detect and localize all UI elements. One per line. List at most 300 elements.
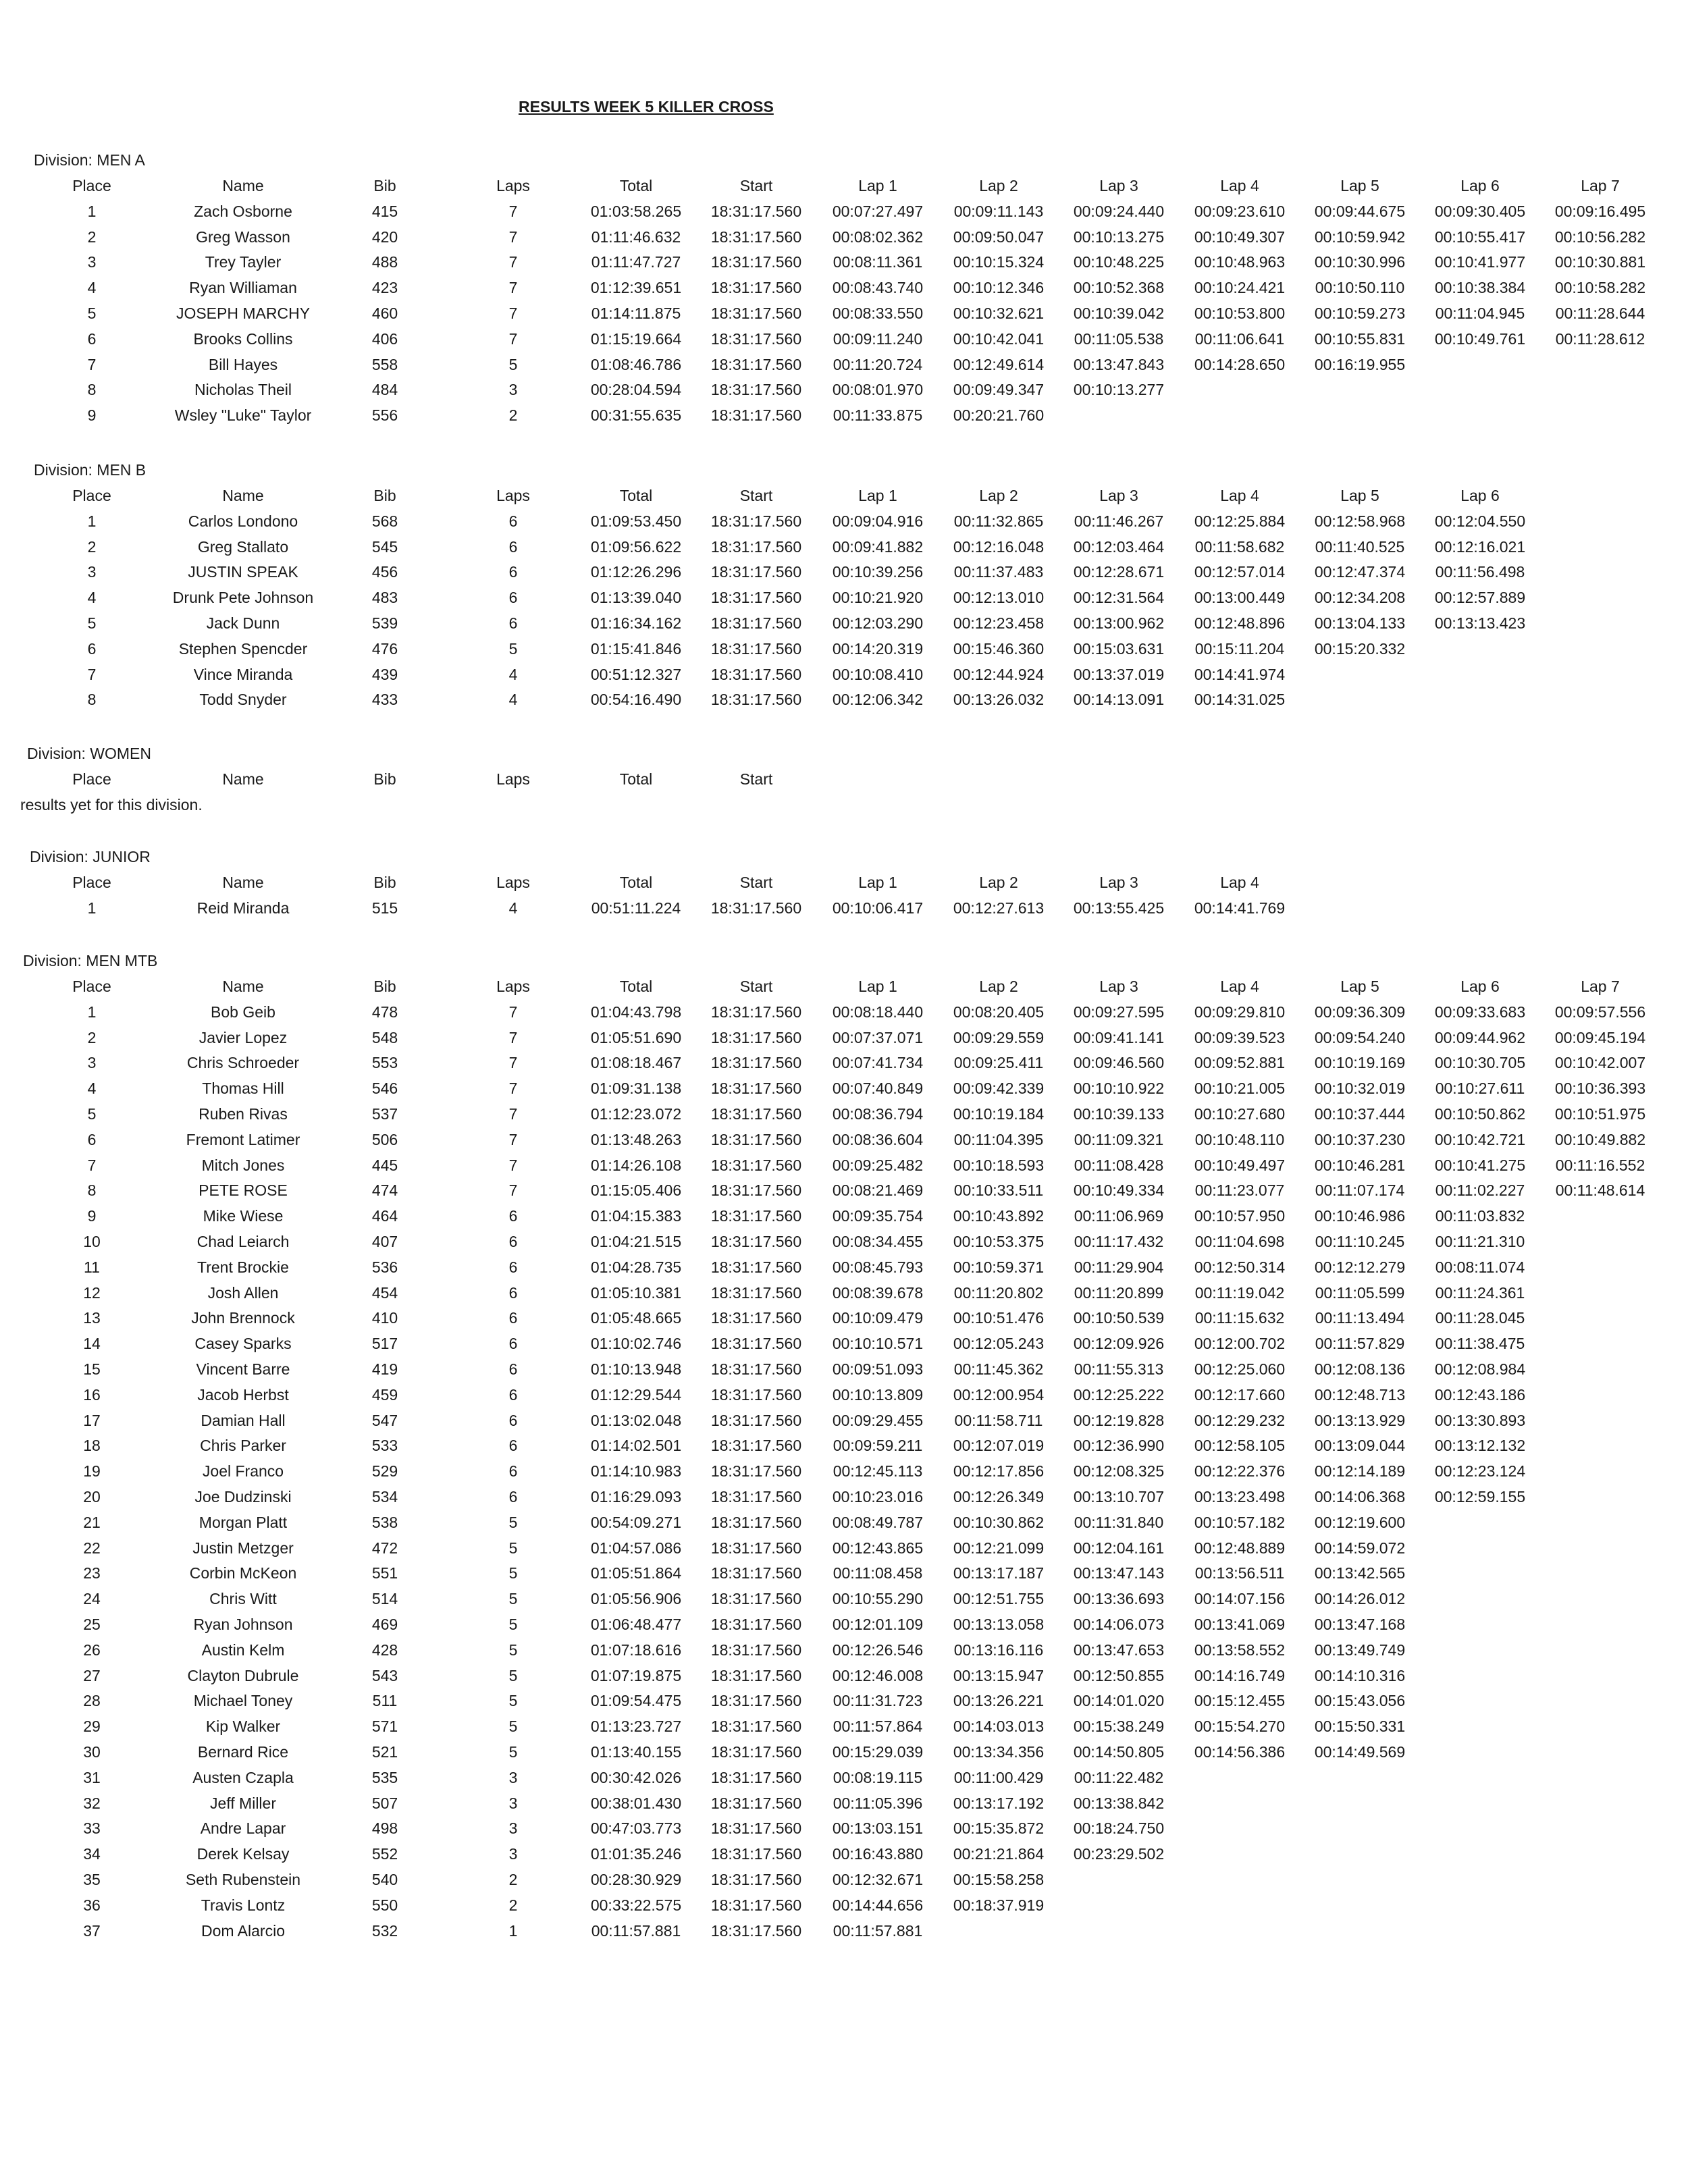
table-cell: 00:13:00.962 <box>1073 614 1165 632</box>
table-cell: 5 <box>87 304 97 322</box>
table-cell: 00:12:19.828 <box>1073 1411 1165 1429</box>
table-cell: 548 <box>371 1028 398 1046</box>
table-cell: 00:28:30.929 <box>590 1871 682 1888</box>
table-cell: 01:16:34.162 <box>590 614 682 632</box>
table-cell: 00:13:04.133 <box>1314 614 1406 632</box>
table-cell: 00:12:32.671 <box>832 1871 924 1888</box>
table-cell: 18:31:17.560 <box>710 614 802 632</box>
table-cell: 00:10:43.892 <box>953 1207 1045 1225</box>
table-cell: 18:31:17.560 <box>710 406 802 425</box>
table-cell: 00:12:27.613 <box>953 899 1045 917</box>
table-cell: 00:08:36.604 <box>832 1130 924 1148</box>
table-cell: 540 <box>371 1871 398 1888</box>
table-cell: 00:10:59.942 <box>1314 228 1406 246</box>
table-cell: 00:21:21.864 <box>953 1845 1045 1863</box>
table-cell: 00:14:16.749 <box>1194 1666 1286 1684</box>
table-cell: 5 <box>508 1717 518 1736</box>
table-cell: 00:12:36.990 <box>1073 1437 1165 1455</box>
table-cell: 4 <box>87 1080 97 1098</box>
column-header: Laps <box>496 770 530 788</box>
table-cell: 5 <box>508 1743 518 1761</box>
table-cell: 00:11:24.361 <box>1435 1283 1525 1302</box>
table-cell: 00:10:10.571 <box>832 1335 924 1353</box>
table-row <box>0 326 1688 352</box>
table-cell: 6 <box>508 1462 518 1481</box>
table-cell: 00:12:31.564 <box>1073 589 1165 607</box>
table-cell: 5 <box>508 1564 518 1582</box>
table-cell: 01:14:11.875 <box>591 304 681 322</box>
table-cell: 00:10:19.169 <box>1314 1054 1406 1072</box>
table-cell: 00:12:29.232 <box>1194 1411 1286 1429</box>
table-cell: 16 <box>83 1385 101 1404</box>
table-cell: 00:12:06.342 <box>832 691 924 709</box>
table-row <box>0 1867 1688 1892</box>
table-row <box>0 1203 1688 1229</box>
column-header: Bib <box>373 874 396 891</box>
table-cell: 00:07:41.734 <box>832 1054 924 1072</box>
table-cell: 00:12:45.113 <box>833 1462 923 1481</box>
table-cell: 00:10:21.005 <box>1194 1080 1286 1098</box>
table-cell: 00:11:23.077 <box>1194 1181 1285 1200</box>
column-header: Lap 2 <box>979 177 1018 194</box>
table-cell: 18:31:17.560 <box>710 1105 802 1123</box>
table-cell: 5 <box>508 1513 518 1531</box>
table-cell: 00:11:03.832 <box>1435 1207 1525 1225</box>
table-cell: 18:31:17.560 <box>710 1921 802 1940</box>
column-header: Lap 2 <box>979 978 1018 995</box>
table-cell: 00:12:21.099 <box>953 1539 1045 1557</box>
table-cell: 00:10:08.410 <box>832 665 924 683</box>
table-cell: 00:14:06.073 <box>1073 1616 1165 1633</box>
table-row <box>0 402 1688 428</box>
table-cell: 00:11:32.865 <box>953 512 1044 530</box>
table-row <box>0 1765 1688 1790</box>
table-cell: 00:12:59.155 <box>1434 1488 1526 1506</box>
table-cell: 407 <box>371 1233 398 1250</box>
table-cell: 521 <box>371 1743 398 1761</box>
table-cell: 00:30:42.026 <box>590 1768 682 1786</box>
table-cell: 00:10:06.417 <box>832 899 924 917</box>
column-header: Name <box>222 770 264 788</box>
table-cell: 00:13:09.044 <box>1314 1437 1406 1455</box>
table-cell: 476 <box>371 639 398 658</box>
table-cell: 00:14:41.769 <box>1194 899 1286 917</box>
table-cell: 3 <box>87 1054 97 1072</box>
table-cell: 01:12:29.544 <box>590 1385 682 1404</box>
table-cell: 00:11:57.864 <box>833 1717 923 1736</box>
table-cell: 6 <box>508 563 518 581</box>
table-cell: 18:31:17.560 <box>710 1564 802 1582</box>
table-cell: 419 <box>371 1360 398 1378</box>
table-cell: 00:12:23.124 <box>1434 1462 1526 1481</box>
table-cell: 00:12:48.713 <box>1314 1385 1406 1404</box>
table-cell: 18:31:17.560 <box>710 1717 802 1736</box>
table-cell: 31 <box>83 1768 101 1786</box>
table-cell: 18:31:17.560 <box>710 1335 802 1353</box>
table-cell: 5 <box>508 1590 518 1608</box>
table-cell: 00:11:28.612 <box>1555 329 1645 348</box>
table-cell: 00:15:29.039 <box>832 1743 924 1761</box>
table-cell: 00:10:48.110 <box>1194 1130 1285 1148</box>
table-cell: 9 <box>87 406 97 425</box>
table-row <box>0 1637 1688 1663</box>
table-cell: 00:12:50.855 <box>1073 1666 1165 1684</box>
table-cell: 00:12:48.889 <box>1194 1539 1286 1557</box>
table-cell: 00:10:42.721 <box>1434 1130 1526 1148</box>
table-cell: 483 <box>371 589 398 607</box>
table-cell: 5 <box>87 614 97 632</box>
table-cell: 18:31:17.560 <box>710 1309 802 1327</box>
table-cell: Justin Metzger <box>192 1539 294 1557</box>
table-cell: 556 <box>371 406 398 425</box>
table-cell: 00:31:55.635 <box>590 406 682 425</box>
table-cell: 00:12:12.279 <box>1314 1258 1406 1276</box>
table-cell: 6 <box>508 537 518 556</box>
column-header: Lap 2 <box>979 874 1018 891</box>
column-header: Lap 1 <box>858 874 897 891</box>
column-header: Lap 7 <box>1581 177 1620 194</box>
table-cell: 550 <box>371 1896 398 1914</box>
table-cell: 00:13:13.423 <box>1434 614 1526 632</box>
table-row <box>0 1739 1688 1765</box>
column-header: Lap 6 <box>1460 978 1500 995</box>
table-cell: 545 <box>371 537 398 556</box>
table-cell: 00:12:04.550 <box>1434 512 1526 530</box>
table-cell: 20 <box>83 1488 101 1506</box>
table-cell: 7 <box>508 304 518 322</box>
table-cell: 00:09:11.240 <box>833 329 923 348</box>
table-cell: 00:09:24.440 <box>1073 202 1165 220</box>
table-cell: 00:09:41.882 <box>832 537 924 556</box>
table-cell: 00:13:58.552 <box>1194 1641 1286 1659</box>
table-cell: 01:04:28.735 <box>590 1258 682 1276</box>
table-cell: 18:31:17.560 <box>710 691 802 709</box>
table-cell: Reid Miranda <box>196 899 290 917</box>
table-cell: Travis Lontz <box>201 1896 286 1914</box>
table-cell: 00:15:38.249 <box>1073 1717 1165 1736</box>
table-cell: 00:15:46.360 <box>953 639 1045 658</box>
table-cell: 00:12:25.884 <box>1194 512 1286 530</box>
table-cell: 00:13:37.019 <box>1073 665 1165 683</box>
table-cell: Ryan Johnson <box>193 1616 293 1633</box>
table-row <box>0 1101 1688 1127</box>
table-cell: 514 <box>371 1590 398 1608</box>
table-cell: 00:13:34.356 <box>953 1743 1045 1761</box>
table-cell: 00:12:50.314 <box>1194 1258 1286 1276</box>
table-cell: 00:11:29.904 <box>1074 1258 1164 1276</box>
table-cell: 01:06:48.477 <box>590 1616 682 1633</box>
table-cell: 00:10:55.290 <box>832 1590 924 1608</box>
table-cell: 18:31:17.560 <box>710 537 802 556</box>
table-cell: 01:05:51.864 <box>590 1564 682 1582</box>
table-cell: 00:14:41.974 <box>1194 665 1286 683</box>
table-cell: 00:14:03.013 <box>953 1717 1045 1736</box>
table-cell: 01:13:48.263 <box>590 1130 682 1148</box>
table-cell: 00:10:49.761 <box>1434 329 1526 348</box>
table-cell: 00:10:46.281 <box>1314 1156 1406 1174</box>
table-cell: 01:05:48.665 <box>590 1309 682 1327</box>
table-cell: 01:10:13.948 <box>590 1360 682 1378</box>
table-row <box>0 559 1688 585</box>
table-cell: 00:10:48.225 <box>1073 253 1165 271</box>
table-cell: 22 <box>83 1539 101 1557</box>
table-cell: 6 <box>508 1207 518 1225</box>
column-header: Laps <box>496 487 530 504</box>
table-cell: 00:10:13.275 <box>1073 228 1165 246</box>
table-cell: 4 <box>87 589 97 607</box>
table-cell: 00:11:57.829 <box>1315 1335 1405 1353</box>
table-cell: 00:09:49.347 <box>953 381 1045 399</box>
table-cell: 00:12:05.243 <box>953 1335 1045 1353</box>
table-cell: Nicholas Theil <box>194 381 292 399</box>
table-cell: 00:28:04.594 <box>590 381 682 399</box>
table-row <box>0 1050 1688 1075</box>
column-header: Start <box>739 487 773 504</box>
column-header: Lap 4 <box>1220 978 1259 995</box>
table-cell: 00:15:11.204 <box>1194 639 1285 658</box>
column-header: Lap 1 <box>858 487 897 504</box>
table-cell: 00:07:40.849 <box>832 1080 924 1098</box>
table-cell: 00:15:50.331 <box>1314 1717 1406 1736</box>
table-cell: 00:12:46.008 <box>832 1666 924 1684</box>
table-cell: 00:10:10.922 <box>1073 1080 1165 1098</box>
table-cell: 00:09:27.595 <box>1073 1003 1165 1021</box>
column-header: Start <box>739 770 773 788</box>
table-cell: 00:07:27.497 <box>832 202 924 220</box>
table-cell: 01:12:39.651 <box>590 279 682 297</box>
table-cell: 552 <box>371 1845 398 1863</box>
table-cell: 00:10:12.346 <box>953 279 1045 297</box>
table-cell: 18:31:17.560 <box>710 329 802 348</box>
table-cell: 27 <box>83 1666 101 1684</box>
table-cell: 00:11:08.458 <box>833 1564 923 1582</box>
table-cell: 00:10:49.307 <box>1194 228 1286 246</box>
table-cell: 3 <box>508 1794 518 1812</box>
table-cell: Greg Stallato <box>197 537 289 556</box>
table-cell: 469 <box>371 1616 398 1633</box>
column-header: Lap 7 <box>1581 978 1620 995</box>
table-cell: 01:15:05.406 <box>590 1181 682 1200</box>
table-cell: 00:11:22.482 <box>1074 1768 1164 1786</box>
table-row <box>0 585 1688 610</box>
division-label: Division: JUNIOR <box>30 848 151 865</box>
table-cell: 00:10:09.479 <box>832 1309 924 1327</box>
table-cell: 01:08:18.467 <box>590 1054 682 1072</box>
table-row <box>0 1433 1688 1458</box>
table-row <box>0 1356 1688 1382</box>
table-cell: 3 <box>87 563 97 581</box>
table-cell: 00:12:28.671 <box>1073 563 1165 581</box>
table-row <box>0 636 1688 662</box>
table-cell: 00:14:10.316 <box>1314 1666 1406 1684</box>
table-cell: 00:16:19.955 <box>1314 355 1406 373</box>
table-cell: 00:12:47.374 <box>1314 563 1406 581</box>
table-cell: 00:13:16.116 <box>953 1641 1044 1659</box>
table-cell: 18:31:17.560 <box>710 1233 802 1250</box>
table-cell: 00:11:02.227 <box>1435 1181 1525 1200</box>
table-cell: 464 <box>371 1207 398 1225</box>
table-cell: 00:10:30.996 <box>1314 253 1406 271</box>
table-cell: 00:10:38.384 <box>1434 279 1526 297</box>
table-cell: 00:14:31.025 <box>1194 691 1286 709</box>
table-cell: 484 <box>371 381 398 399</box>
table-cell: 00:10:30.862 <box>953 1513 1045 1531</box>
table-cell: 00:13:15.947 <box>953 1666 1045 1684</box>
table-cell: 00:10:55.831 <box>1314 329 1406 348</box>
table-row <box>0 1025 1688 1050</box>
table-cell: 00:51:11.224 <box>591 899 681 917</box>
table-cell: 3 <box>87 253 97 271</box>
table-cell: 00:15:58.258 <box>953 1871 1045 1888</box>
table-cell: 6 <box>508 1335 518 1353</box>
column-header: Name <box>222 978 264 995</box>
table-cell: 7 <box>508 1181 518 1200</box>
table-cell: 1 <box>87 899 97 917</box>
table-cell: 01:14:02.501 <box>590 1437 682 1455</box>
table-row <box>0 377 1688 402</box>
table-cell: 7 <box>87 1156 97 1174</box>
table-cell: 00:13:10.707 <box>1073 1488 1165 1506</box>
table-cell: 01:13:40.155 <box>590 1743 682 1761</box>
table-cell: 18:31:17.560 <box>710 1411 802 1429</box>
table-cell: 15 <box>83 1360 101 1378</box>
table-cell: 00:14:26.012 <box>1314 1590 1406 1608</box>
table-row <box>0 300 1688 326</box>
table-row <box>0 687 1688 712</box>
table-cell: 2 <box>508 1896 518 1914</box>
table-cell: 00:13:17.187 <box>953 1564 1045 1582</box>
column-header: Lap 5 <box>1340 487 1379 504</box>
table-row <box>0 1560 1688 1586</box>
division-label: Division: MEN A <box>34 151 145 169</box>
table-row <box>0 1510 1688 1535</box>
table-cell: 00:12:51.755 <box>953 1590 1045 1608</box>
column-header: Place <box>72 874 111 891</box>
table-row <box>0 1688 1688 1713</box>
table-cell: 7 <box>508 1130 518 1148</box>
table-cell: 00:09:33.683 <box>1434 1003 1526 1021</box>
table-cell: 00:10:58.282 <box>1554 279 1646 297</box>
table-cell: 00:12:08.325 <box>1073 1462 1165 1481</box>
table-cell: Bob Geib <box>211 1003 275 1021</box>
table-cell: 00:20:21.760 <box>953 406 1045 425</box>
table-cell: 00:11:40.525 <box>1315 537 1405 556</box>
table-cell: 00:08:01.970 <box>832 381 924 399</box>
column-header: Lap 3 <box>1099 177 1138 194</box>
table-cell: 18:31:17.560 <box>710 1054 802 1072</box>
table-cell: 00:10:48.963 <box>1194 253 1286 271</box>
table-cell: 01:09:31.138 <box>590 1080 682 1098</box>
table-cell: 538 <box>371 1513 398 1531</box>
table-cell: 18:31:17.560 <box>710 1616 802 1633</box>
table-cell: 18:31:17.560 <box>710 1028 802 1046</box>
table-cell: 18:31:17.560 <box>710 1743 802 1761</box>
table-cell: 00:10:27.680 <box>1194 1105 1286 1123</box>
table-cell: 00:10:50.539 <box>1073 1309 1165 1327</box>
table-cell: 00:09:59.211 <box>833 1437 923 1455</box>
table-cell: 00:12:03.464 <box>1073 537 1165 556</box>
table-cell: 00:10:27.611 <box>1435 1080 1525 1098</box>
table-cell: 5 <box>508 1666 518 1684</box>
table-cell: 00:15:54.270 <box>1194 1717 1286 1736</box>
table-cell: 00:11:55.313 <box>1074 1360 1164 1378</box>
table-cell: 6 <box>87 329 97 348</box>
table-cell: 18:31:17.560 <box>710 1181 802 1200</box>
table-cell: 11 <box>84 1258 100 1276</box>
table-cell: 5 <box>508 1641 518 1659</box>
table-cell: 00:10:50.862 <box>1434 1105 1526 1123</box>
table-cell: 01:05:10.381 <box>590 1283 682 1302</box>
table-cell: 00:10:39.256 <box>832 563 924 581</box>
table-cell: 00:11:17.432 <box>1074 1233 1164 1250</box>
table-cell: 13 <box>83 1309 101 1327</box>
table-cell: 428 <box>371 1641 398 1659</box>
table-cell: 01:11:46.632 <box>591 228 681 246</box>
table-cell: 7 <box>508 329 518 348</box>
table-cell: 01:09:53.450 <box>590 512 682 530</box>
table-cell: 18:31:17.560 <box>710 1003 802 1021</box>
table-cell: 00:11:16.552 <box>1555 1156 1645 1174</box>
table-row <box>0 249 1688 275</box>
table-cell: 18:31:17.560 <box>710 1385 802 1404</box>
table-cell: 00:14:59.072 <box>1314 1539 1406 1557</box>
table-cell: Ruben Rivas <box>199 1105 288 1123</box>
table-cell: 7 <box>87 665 97 683</box>
table-cell: 00:11:28.644 <box>1555 304 1645 322</box>
table-cell: 01:05:51.690 <box>590 1028 682 1046</box>
table-cell: 24 <box>83 1590 101 1608</box>
table-cell: 18:31:17.560 <box>710 1641 802 1659</box>
table-cell: Vincent Barre <box>196 1360 290 1378</box>
table-cell: 568 <box>371 512 398 530</box>
table-cell: 00:38:01.430 <box>590 1794 682 1812</box>
table-cell: 6 <box>508 1488 518 1506</box>
column-header: Place <box>72 177 111 194</box>
table-cell: 00:10:56.282 <box>1554 228 1646 246</box>
column-header: Total <box>619 177 653 194</box>
table-cell: 7 <box>508 202 518 220</box>
table-cell: 18:31:17.560 <box>710 1539 802 1557</box>
table-cell: 00:14:20.319 <box>832 639 924 658</box>
column-header: Lap 5 <box>1340 978 1379 995</box>
table-cell: 00:11:15.632 <box>1194 1309 1285 1327</box>
table-cell: 00:10:59.371 <box>953 1258 1045 1276</box>
table-cell: 00:08:11.074 <box>1435 1258 1525 1276</box>
table-cell: 6 <box>508 1437 518 1455</box>
table-row <box>0 1790 1688 1816</box>
table-row <box>0 1484 1688 1510</box>
table-cell: 00:11:05.538 <box>1074 329 1164 348</box>
table-cell: 00:08:39.678 <box>832 1283 924 1302</box>
table-cell: 18:31:17.560 <box>710 589 802 607</box>
table-cell: Austen Czapla <box>192 1768 294 1786</box>
table-cell: 00:10:53.375 <box>953 1233 1045 1250</box>
table-cell: 454 <box>371 1283 398 1302</box>
column-header: Bib <box>373 978 396 995</box>
table-cell: 1 <box>87 1003 97 1021</box>
table-cell: 00:09:36.309 <box>1314 1003 1406 1021</box>
table-cell: 01:12:23.072 <box>590 1105 682 1123</box>
table-cell: 25 <box>83 1616 101 1633</box>
table-cell: 00:13:55.425 <box>1073 899 1165 917</box>
table-cell: 00:13:47.168 <box>1314 1616 1406 1633</box>
table-cell: 00:10:41.977 <box>1434 253 1526 271</box>
table-cell: 18:31:17.560 <box>710 279 802 297</box>
table-cell: 18:31:17.560 <box>710 1871 802 1888</box>
table-cell: 00:11:48.614 <box>1555 1181 1645 1200</box>
table-cell: 00:08:20.405 <box>953 1003 1045 1021</box>
table-cell: 1 <box>87 202 97 220</box>
